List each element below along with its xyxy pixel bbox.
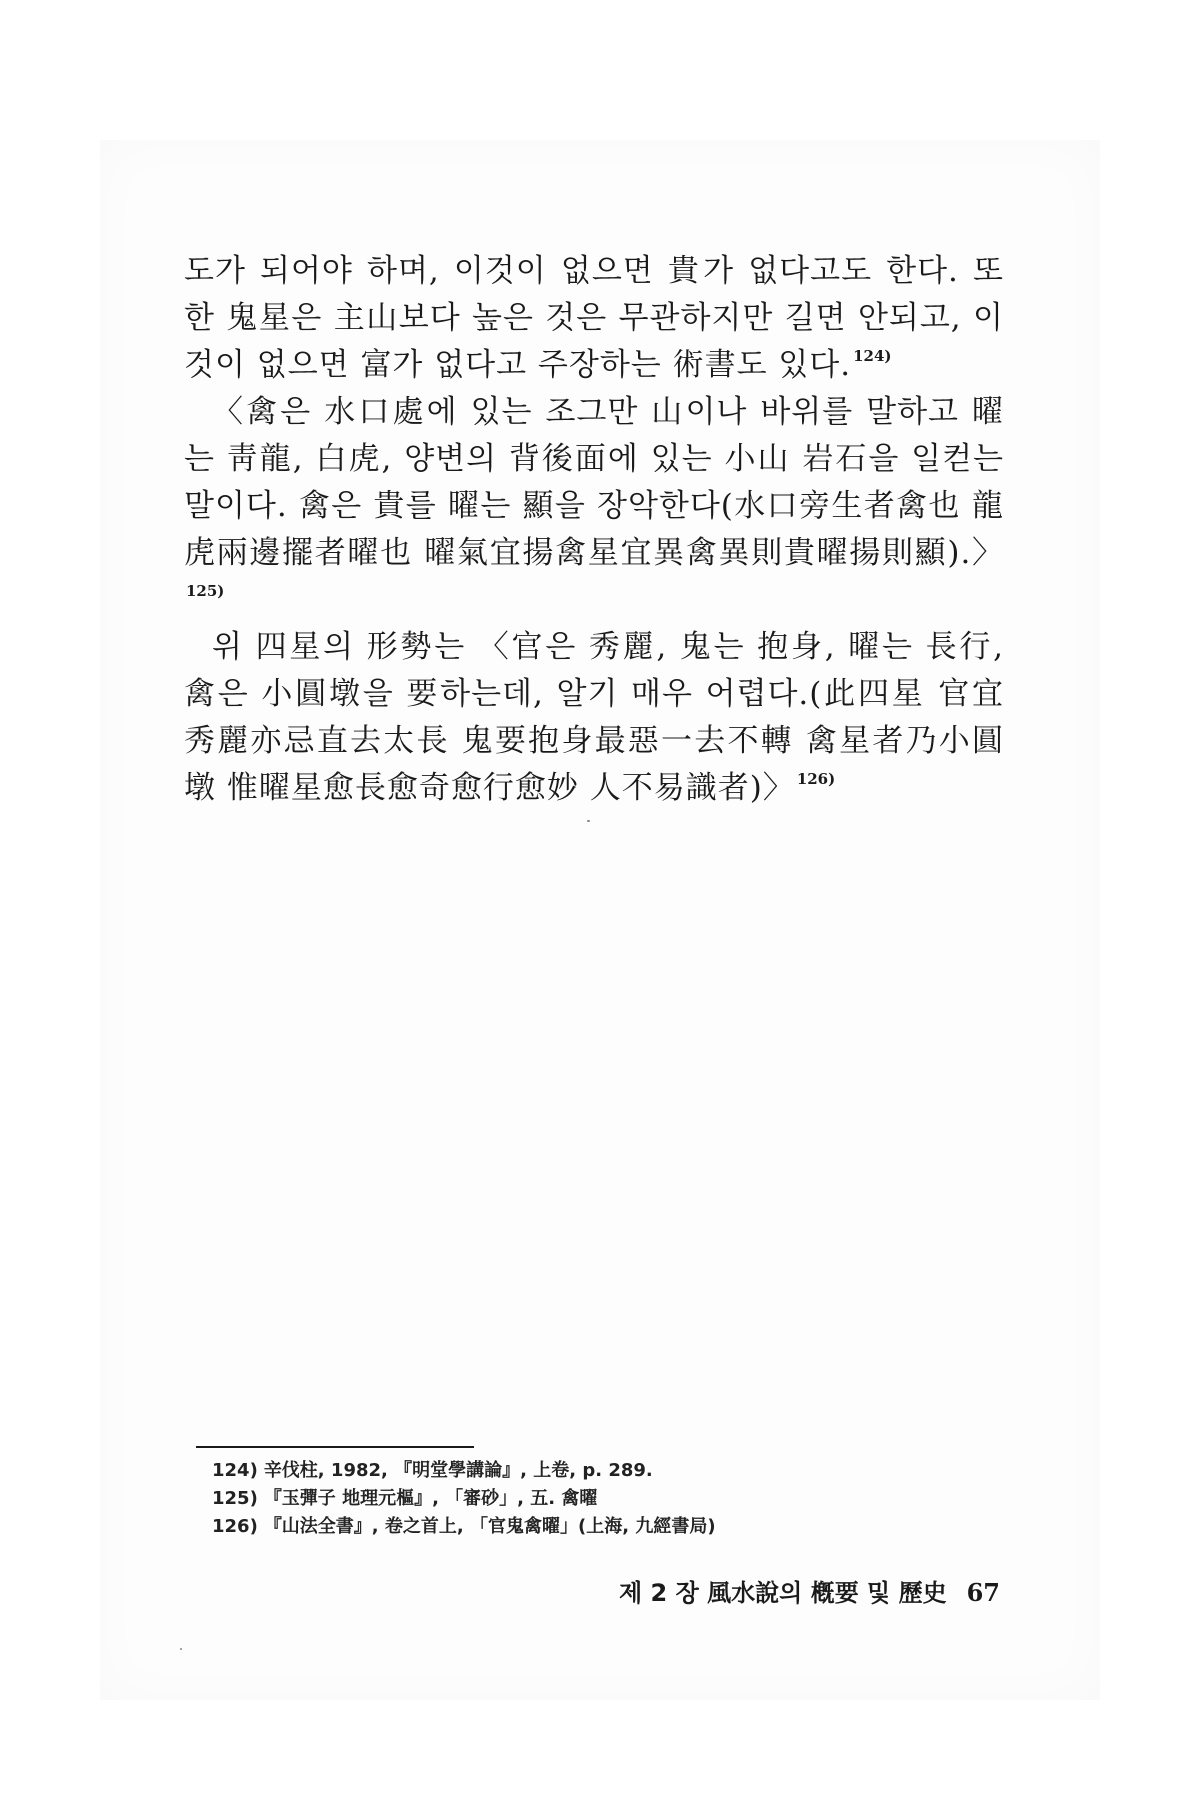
chapter-title: 제 2 장 風水說의 槪要 및 歷史 [619, 1579, 947, 1607]
scan-speck [180, 1648, 182, 1650]
paragraph-3 [184, 624, 1004, 812]
paragraph-1-text: 도가 되어야 하며, 이것이 없으면 貴가 없다고도 한다. 또한 鬼星은 主山보다 높은 것은 무관하지만 길면 안되고, 이것이 없으면 富가 없다고 주장하는 術書도 있다. [184, 253, 1004, 383]
scan-speck [587, 820, 590, 822]
paragraph-1 [184, 248, 1004, 389]
footnote-ref-126: 126) [796, 770, 836, 788]
footnote-number: 125) [212, 1488, 258, 1509]
paragraph-2 [184, 389, 1004, 624]
page-number: 67 [966, 1578, 1000, 1607]
footnote-number: 124) [212, 1460, 258, 1481]
footnotes [212, 1457, 992, 1541]
footnote-text: 『山法全書』, 卷之首上, 「官鬼禽曜」(上海, 九經書局) [263, 1516, 716, 1537]
footnote-ref-124: 124) [853, 347, 892, 365]
footnote-text: 辛伐柱, 1982, 『明堂學講論』, 上卷, p. 289. [263, 1460, 653, 1481]
footnote-text: 『玉彈子 地理元樞』, 「審砂」, 五. 禽曜 [263, 1488, 598, 1509]
footnote-rule [196, 1446, 474, 1448]
paragraph-3-text: 위 四星의 形勢는 〈官은 秀麗, 鬼는 抱身, 曜는 長行, 禽은 小圓墩을 要하는데, 알기 매우 어렵다.(此四星 官宜秀麗亦忌直去太長 鬼要抱身最惡一去不轉 禽星者乃小圓墩 惟曜星愈長愈奇愈行愈妙 人不易識者)〉 [184, 629, 1004, 806]
footnote-124 [212, 1457, 992, 1485]
body-text [184, 248, 1004, 812]
running-footer [619, 1573, 1000, 1608]
paragraph-2-text: 〈禽은 水口處에 있는 조그만 山이나 바위를 말하고 曜는 靑龍, 白虎, 양변의 背後面에 있는 小山 岩石을 일컫는 말이다. 禽은 貴를 曜는 顯을 장악한다(水口旁生者禽也 龍虎兩邊擺者曜也 曜氣宜揚禽星宜異禽異則貴曜揚則顯).〉 [184, 394, 1004, 571]
footnote-126 [212, 1513, 992, 1541]
footnote-125 [212, 1485, 992, 1513]
footnote-ref-125: 125) [186, 582, 225, 600]
footnote-number: 126) [212, 1516, 258, 1537]
